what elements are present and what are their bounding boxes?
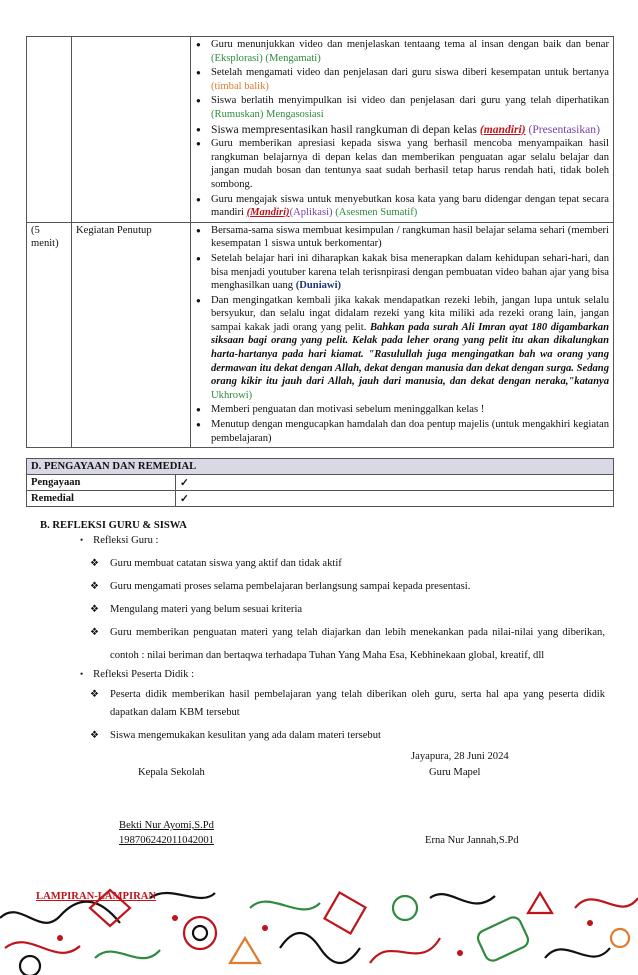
list-item: ❖ Mengulang materi yang belum sesuai kriteria (110, 598, 605, 621)
time-cell: (5 menit) (27, 222, 72, 448)
section-title: B. REFLEKSI GURU & SISWA (40, 520, 187, 531)
time-cell (27, 37, 72, 223)
table-row (27, 491, 614, 507)
place-date: Jayapura, 28 Juni 2024 (411, 751, 509, 762)
list-item: ❖ Guru membuat catatan siswa yang aktif dan tidak aktif (110, 552, 605, 575)
attachments-heading: LAMPIRAN-LAMPIRAN (36, 891, 157, 902)
teacher-reflection-list (90, 552, 605, 667)
text-run: Guru mengajak siswa untuk menyebutkan kosa kata yang baru didengar dengan tepat secara mandiri (211, 193, 609, 219)
list-item: ❖ Peserta didik memberikan hasil pembelajaran yang telah diberikan oleh guru, serta hal apa yang peserta didik dapatkan dalam KBM tersebut (110, 686, 605, 722)
text-run: Dan mengingatkan kembali jika kakak mendapatkan rezeki lebih, jangan lupa untuk selalu bersyukur, dan selalu ingat didalam rezeki yang kita miliki ada rezeki orang lain, jangan sampai kakak jadi orang yang pelit. (211, 294, 609, 333)
reflection-section (40, 520, 605, 750)
text-run: Menutup dengan mengucapkan hamdalah dan doa pentup majelis (untuk mengakhiri kegiatan pembelajaran) (211, 419, 609, 444)
remedial-label: Remedial (27, 491, 176, 507)
lesson-activity-table (26, 36, 614, 448)
table-row (27, 222, 614, 448)
text-run: Guru memberikan apresiasi kepada siswa yang berhasil mencoba menyampaikan hasil rangkuman belajarnya di depan kelas dan memberikan penguatan agar selalu belajar dan jangan mudah bosan dan tentunya saat sudah berhasil tetap harus rendah hati, tidak boleh sombong. (211, 138, 609, 190)
core-activity-list (195, 38, 609, 220)
principal-role: Kepala Sekolah (138, 767, 205, 778)
list-item (211, 66, 609, 93)
list-item: ❖ Guru memberikan penguatan materi yang telah diajarkan dan lebih menekankan pada nilai-nilai yang diberikan, contoh : nilai beriman dan bertaqwa terhadapa Tuhan Yang Maha Esa, Kebhinekaan global, kreatif, dll (110, 621, 605, 667)
text-run: Siswa mempresentasikan hasil rangkuman di depan kelas (211, 122, 480, 136)
principal-name: Bekti Nur Ayomi,S.Pd (119, 820, 214, 831)
text-run: (Presentasikan) (525, 122, 600, 136)
closing-activity-list (195, 224, 609, 446)
text-run: (mandiri) (479, 122, 526, 136)
text-run: Guru menunjukkan video dan menjelaskan tentaang tema al insan dengan baik dan benar (211, 39, 609, 50)
text-run: Siswa berlatih menyimpulkan isi video dan penjelasan dari guru yang telah diperhatikan (211, 95, 609, 107)
teacher-role: Guru Mapel (429, 767, 481, 778)
list-item (211, 224, 609, 251)
list-item: ❖ Guru mengamati proses selama pembelajaran berlangsung sampai kepada presentasi. (110, 575, 605, 598)
list-item (211, 252, 609, 293)
steps-cell (191, 222, 614, 448)
principal-nip: 198706242011042001 (119, 835, 214, 846)
text-run: Memberi penguatan dan motivasi sebelum meninggalkan kelas ! (211, 404, 485, 416)
list-item (211, 94, 609, 121)
section-title: D. PENGAYAAN DAN REMEDIAL (27, 459, 614, 475)
text-run: (Eksplorasi) (Mengamati) (211, 52, 321, 64)
text-run: Setelah mengamati video dan penjelasan dari guru siswa diberi kesempatan untuk bertanya (211, 67, 609, 79)
text-run: (Aplikasi) (289, 207, 333, 219)
student-reflection-list (90, 686, 605, 745)
list-item (211, 403, 609, 417)
text-run: Bersama-sama siswa membuat kesimpulan / rangkuman hasil belajar selama sehari (memberi kesempatan 1 siswa untuk berkomentar) (211, 224, 609, 250)
list-item (211, 294, 609, 403)
steps-cell (191, 37, 614, 223)
text-run: (Duniawi) (295, 280, 342, 292)
text-run: Setelah belajar hari ini diharapkan kakak bisa menerapkan dalam kehidupan sehari-hari, dan bisa menjadi youtuber karena telah terisnpirasi dengan pembuatan video bahan ajar yang bisa menghasilkan uang (211, 252, 609, 292)
table-row (27, 475, 614, 491)
list-item (211, 123, 609, 137)
list-item (211, 38, 609, 65)
text-run: (Asesmen Sumatif) (332, 207, 418, 219)
text-run: (timbal balik) (211, 80, 269, 92)
list-item: ❖ Siswa mengemukakan kesulitan yang ada dalam materi tersebut (110, 727, 605, 745)
list-item (211, 137, 609, 191)
text-run: Bahkan pada surah Ali Imran ayat 180 digambarkan siksaan bagi orang yang pelit. Kelak pada leher orang yang pelit itu akan dikalungkan harta-hartanya pada hari kiamat. "Rasulullah juga mengingatkan bah wa orang yang dermawan itu dekat dengan Allah, dekat dengan manusia dan dekat dengan surga. Sedang orang kikir itu jauh dari Allah, jauh dari manusia, dan dekat dengan neraka,"katanya (211, 321, 609, 388)
check-mark: ✓ (176, 475, 614, 491)
activity-cell: Kegiatan Penutup (72, 222, 191, 448)
teacher-name: Erna Nur Jannah,S.Pd (425, 835, 519, 846)
text-run: (Rumuskan) Mengasosiasi (211, 108, 324, 120)
text-run: Ukhrowi) (211, 389, 253, 401)
student-reflection-label: • Refleksi Peserta Didik : (80, 669, 605, 680)
check-mark: ✓ (176, 491, 614, 507)
list-item (211, 418, 609, 445)
text-run: (Mandiri) (246, 207, 290, 219)
list-item (211, 193, 609, 220)
enrichment-label: Pengayaan (27, 475, 176, 491)
table-header-row (27, 459, 614, 475)
teacher-reflection-label: • Refleksi Guru : (80, 535, 605, 546)
activity-cell (72, 37, 191, 223)
enrichment-remedial-table (26, 458, 614, 507)
table-row (27, 37, 614, 223)
